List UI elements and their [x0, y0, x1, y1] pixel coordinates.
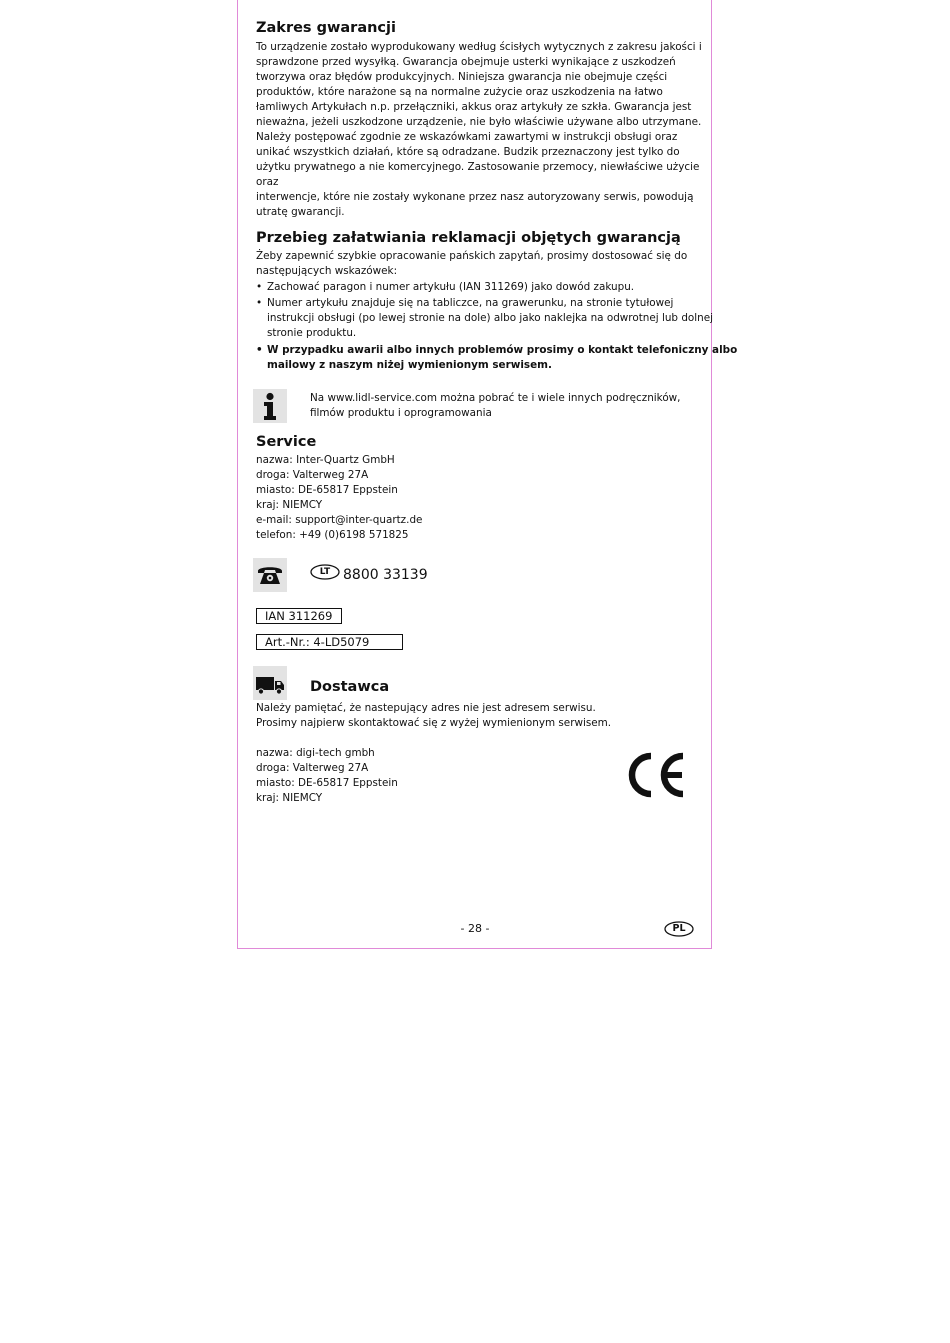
text-line: Na www.lidl-service.com można pobrać te i wiele innych podręczników, [310, 392, 681, 404]
text-line: utratę gwarancji. [256, 206, 345, 218]
text-line: następujących wskazówek: [256, 265, 398, 277]
text-line: interwencje, które nie zostały wykonane przez nasz autoryzowany serwis, powodują [256, 191, 694, 203]
text-line: produktów, które narażone są na normalne zużycie oraz uszkodzenia na łatwo [256, 86, 663, 98]
bullet-text [267, 343, 737, 373]
article-number-box: Art.-Nr.: 4-LD5079 [256, 634, 403, 650]
text-line: nazwa: digi-tech gmbh [256, 747, 375, 759]
text-line: unikać wszystkich działań, które są odradzane. Budzik przeznaczony jest tylko do [256, 146, 680, 158]
text-line: droga: Valterweg 27A [256, 762, 369, 774]
claims-bullet-contact [256, 343, 737, 373]
hotline-number: 8800 33139 [343, 567, 428, 583]
bullet-dot: • [256, 344, 263, 356]
service-title: Service [256, 434, 317, 450]
text-line: e-mail: support@inter-quartz.de [256, 514, 423, 526]
warranty-text [256, 40, 701, 220]
text-line: filmów produktu i oprogramowania [310, 407, 492, 419]
service-address [256, 453, 556, 543]
bullet-dot: • [256, 281, 263, 293]
text-line: telefon: +49 (0)6198 571825 [256, 529, 409, 541]
ian-box: IAN 311269 [256, 608, 342, 624]
claims-bullet-receipt [256, 280, 634, 295]
text-line: stronie produktu. [267, 327, 357, 339]
claims-intro [256, 249, 701, 279]
text-line: łamliwych Artykułach n.p. przełączniki, akkus oraz artykuły ze szkła. Gwarancja jest [256, 101, 692, 113]
text-line: Prosimy najpierw skontaktować się z wyżej wymienionym serwisem. [256, 717, 612, 729]
language-badge [664, 921, 694, 937]
info-text [310, 391, 705, 421]
text-line: Należy pamiętać, że nastepujący adres nie jest adresem serwisu. [256, 702, 596, 714]
text-line: kraj: NIEMCY [256, 499, 323, 511]
text-line: oraz [256, 176, 279, 188]
claims-bullet-article-number [256, 296, 713, 341]
ce-mark [624, 750, 688, 804]
country-code: LT [319, 567, 331, 577]
text-line: sprawdzone przed wysyłką. Gwarancja obejmuje usterki wynikające z uszkodzeń [256, 56, 676, 68]
text-line: instrukcji obsługi (po lewej stronie na dole) albo jako naklejka na odwrotnej lub dolnej [267, 312, 714, 324]
telephone-icon [253, 558, 287, 592]
text-line: użytku prywatnego a nie komercyjnego. Zastosowanie przemocy, niewłaściwe użycie [256, 161, 700, 173]
supplier-address [256, 746, 556, 806]
language-code: PL [672, 923, 686, 934]
warranty-title: Zakres gwarancji [256, 20, 396, 36]
info-icon [253, 389, 287, 423]
text-line: Numer artykułu znajduje się na tabliczce, na grawerunku, na stronie tytułowej [267, 297, 674, 309]
text-line: droga: Valterweg 27A [256, 469, 369, 481]
bullet-text [267, 280, 634, 295]
text-line: kraj: NIEMCY [256, 792, 323, 804]
text-line: miasto: DE-65817 Eppstein [256, 484, 398, 496]
text-line: Należy postępować zgodnie ze wskazówkami zawartymi w instrukcji obsługi oraz [256, 131, 678, 143]
supplier-title: Dostawca [310, 679, 390, 695]
text-line: miasto: DE-65817 Eppstein [256, 777, 398, 789]
text-line: mailowy z naszym niżej wymienionym serwisem. [267, 359, 552, 371]
text-line: nieważna, jeżeli uszkodzone urządzenie, nie było właściwie używane albo utrzymane. [256, 116, 702, 128]
text-line: nazwa: Inter-Quartz GmbH [256, 454, 395, 466]
truck-icon [253, 666, 287, 700]
text-line: Żeby zapewnić szybkie opracowanie pańskich zapytań, prosimy dostosować się do [256, 250, 688, 262]
text-line: To urządzenie zostało wyprodukowany według ścisłych wytycznych z zakresu jakości i [256, 41, 702, 53]
country-badge [310, 564, 340, 580]
text-line: W przypadku awarii albo innych problemów prosimy o kontakt telefoniczny albo [267, 344, 738, 356]
supplier-notice [256, 701, 701, 731]
claims-title: Przebieg załatwiania reklamacji objętych gwarancją [256, 230, 681, 246]
bullet-text [267, 296, 713, 341]
bullet-dot: • [256, 297, 263, 309]
text-line: Zachować paragon i numer artykułu (IAN 311269) jako dowód zakupu. [267, 281, 635, 293]
page-number: - 28 - [460, 922, 490, 935]
text-line: tworzywa oraz błędów produkcyjnych. Niniejsza gwarancja nie obejmuje części [256, 71, 668, 83]
